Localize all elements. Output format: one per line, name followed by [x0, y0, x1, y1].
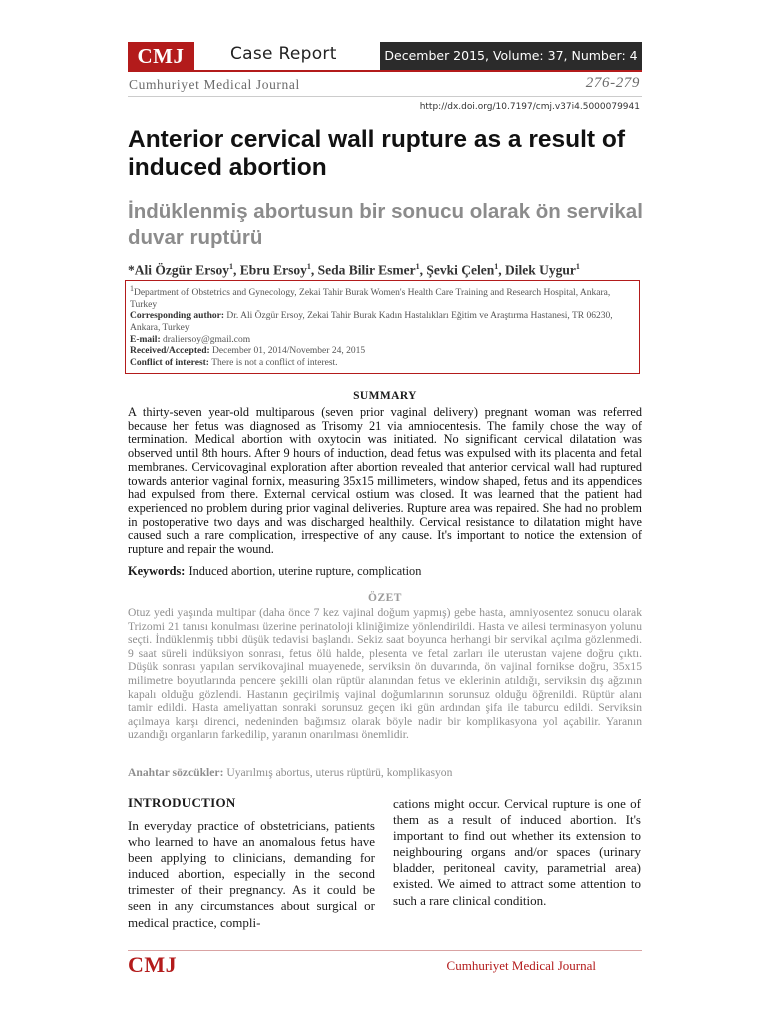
- affiliation-department: $^1$Department of Obstetrics and Gynecology, Zekai Tahir Burak Women's Health Care Training and Research Hospital, Ankara, Turkey: [130, 284, 611, 310]
- footer-journal-name: Cumhuriyet Medical Journal: [446, 958, 596, 973]
- author-affiliation-marker: 1: [575, 262, 580, 271]
- introduction-right-column: cations might occur. Cervical rupture is one of them as a result of induced abortion. It's important to find out whether its extension to neighbouring organs and/or spaces (urinary bladder, peritoneal cavity, parametrial area) existed. We aimed to attract some attention to such a rare clinical condition.: [393, 796, 641, 908]
- email-link[interactable]: draliersoy@gmail.com: [162, 334, 251, 345]
- affiliation-box: [125, 280, 640, 374]
- header-divider: [128, 96, 642, 97]
- footer-rule: [128, 950, 642, 951]
- email-line: E-mail: draliersoy@gmail.com: [130, 334, 251, 345]
- author-affiliation-marker: 1: [229, 262, 233, 271]
- article-title-turkish: İndüklenmiş abortusun bir sonucu olarak ön servikal duvar ruptürü: [128, 200, 643, 249]
- author-affiliation-marker: 1: [306, 262, 311, 271]
- header-rule: [128, 70, 642, 72]
- conflict-line: Conflict of interest: There is not a conflict of interest.: [130, 357, 338, 368]
- issue-info: December 2015, Volume: 37, Number: 4: [380, 42, 642, 70]
- article-title: Anterior cervical wall rupture as a result of induced abortion: [128, 126, 625, 181]
- article-type: Case Report: [230, 44, 337, 64]
- summary-heading: SUMMARY: [353, 390, 417, 402]
- author-name: Şevki Çelen: [426, 262, 495, 278]
- author-name: *Ali Özgür Ersoy: [128, 262, 229, 278]
- introduction-heading: INTRODUCTION: [128, 795, 236, 810]
- introduction-left-column: In everyday practice of obstetricians, patients who learned to have an anomalous fetus have been applying to clinicians, demanding for induced abortion, especially in the second trimester of their pregnancy. As it could be seen in any circumstances about surgical or medical practice, compli-: [128, 818, 375, 930]
- ozet-heading: ÖZET: [368, 592, 402, 604]
- keywords: Keywords: Induced abortion, uterine rupture, complication: [128, 564, 422, 578]
- journal-logo: CMJ: [128, 42, 194, 70]
- author-name: Ebru Ersoy: [239, 262, 307, 278]
- author-affiliation-marker: 1: [494, 262, 499, 271]
- corresponding-author: Corresponding author: Dr. Ali Özgür Ersoy, Zekai Tahir Burak Kadın Hastalıkları Eğitim ve Araştırma Hastanesi, TR 06230, Ankara, Turkey: [130, 311, 613, 333]
- journal-name: Cumhuriyet Medical Journal: [129, 77, 300, 92]
- author-list: *Ali Özgür Ersoy$^1$, Ebru Ersoy$^1$, Seda Bilir Esmer$^1$, Şevki Çelen$^1$, Dilek Uygur$^1$: [128, 262, 580, 278]
- footer-logo: CMJ: [128, 952, 178, 977]
- doi-link[interactable]: http://dx.doi.org/10.7197/cmj.v37i4.5000079941: [419, 102, 640, 112]
- page-range: 276-279: [585, 75, 640, 91]
- dates-line: Received/Accepted: December 01, 2014/November 24, 2015: [130, 346, 366, 357]
- author-name: Seda Bilir Esmer: [317, 262, 416, 278]
- author-name: Dilek Uygur: [505, 262, 576, 278]
- author-affiliation-marker: 1: [415, 262, 420, 271]
- summary-text: A thirty-seven year-old multiparous (seven prior vaginal delivery) pregnant woman was referred because her fetus was diagnosed as Trisomy 21 via amniocentesis. The family chose the way of termination. Medical abortion with oxytocin was initiated. No significant cervical dilatation was observed until 8th hours. After 9 hours of induction, dead fetus was expulsed with its placenta and fetal membranes. Cervicovaginal exploration after abortion revealed that anterior cervical wall had ruptured towards anterior vaginal fornix, measuring 35x15 millimeters, window shaped, fetus and its appendices had expulsed from there. External cervical ostium was closed. It was learned that the patient had experienced no problem during prior vaginal deliveries. Rupture area was repaired. She had no problem in postoperative two days and was discharged healthily. Cervical resistance to dilatation might have caused such a rare complication, irrespective of any cause. It's important to notice the extension of rupture and repair the wound.: [128, 405, 642, 557]
- anahtar-sozcukler: Anahtar sözcükler: Uyarılmış abortus, uterus rüptürü, komplikasyon: [128, 766, 453, 779]
- ozet-text: Otuz yedi yaşında multipar (daha önce 7 kez vajinal doğum yapmış) gebe hasta, amniyosentez sonucu olarak Trizomi 21 tanısı konulması üzerine perinatoloji kliniğimize yönlendirildi. Hasta ve ailesi terminasyon yolunu seçti. İndüklenmiş tıbbi düşük tedavisi başlandı. Sekiz saat boyunca herhangi bir servikal açılma gözlenmedi. 9 saat süreli indüksiyon sonrası, fetus ölü halde, plesenta ve fetal zarları ile uterustan vajene doğru çıktı. Düşük sonrası yapılan servikovajinal muayenede, serviksin ön duvarında, ön vajinal fornikse doğru, 35x15 milimetre boyutlarında pencere şekilli olan rüptür alanından fetus ve eklerinin atıldığı, serviksin dış ağzının kapalı olduğu gözlendi. Hastanın geçirilmiş vajinal doğumlarının sorunsuz olduğu öğrenildi. Rüptür alanı tamir edildi. Hasta ameliyattan sonraki sorunsuz geçen iki gün ardından şifa ile taburcu edildi. Serviksin açılmaya karşı direnci, nedeninden bağımsız olarak böyle nadir bir komplikasyona yol açabilir. Yaranın uzandığı organların farkedilip, yaranın onarılması önemlidir.: [128, 606, 642, 742]
